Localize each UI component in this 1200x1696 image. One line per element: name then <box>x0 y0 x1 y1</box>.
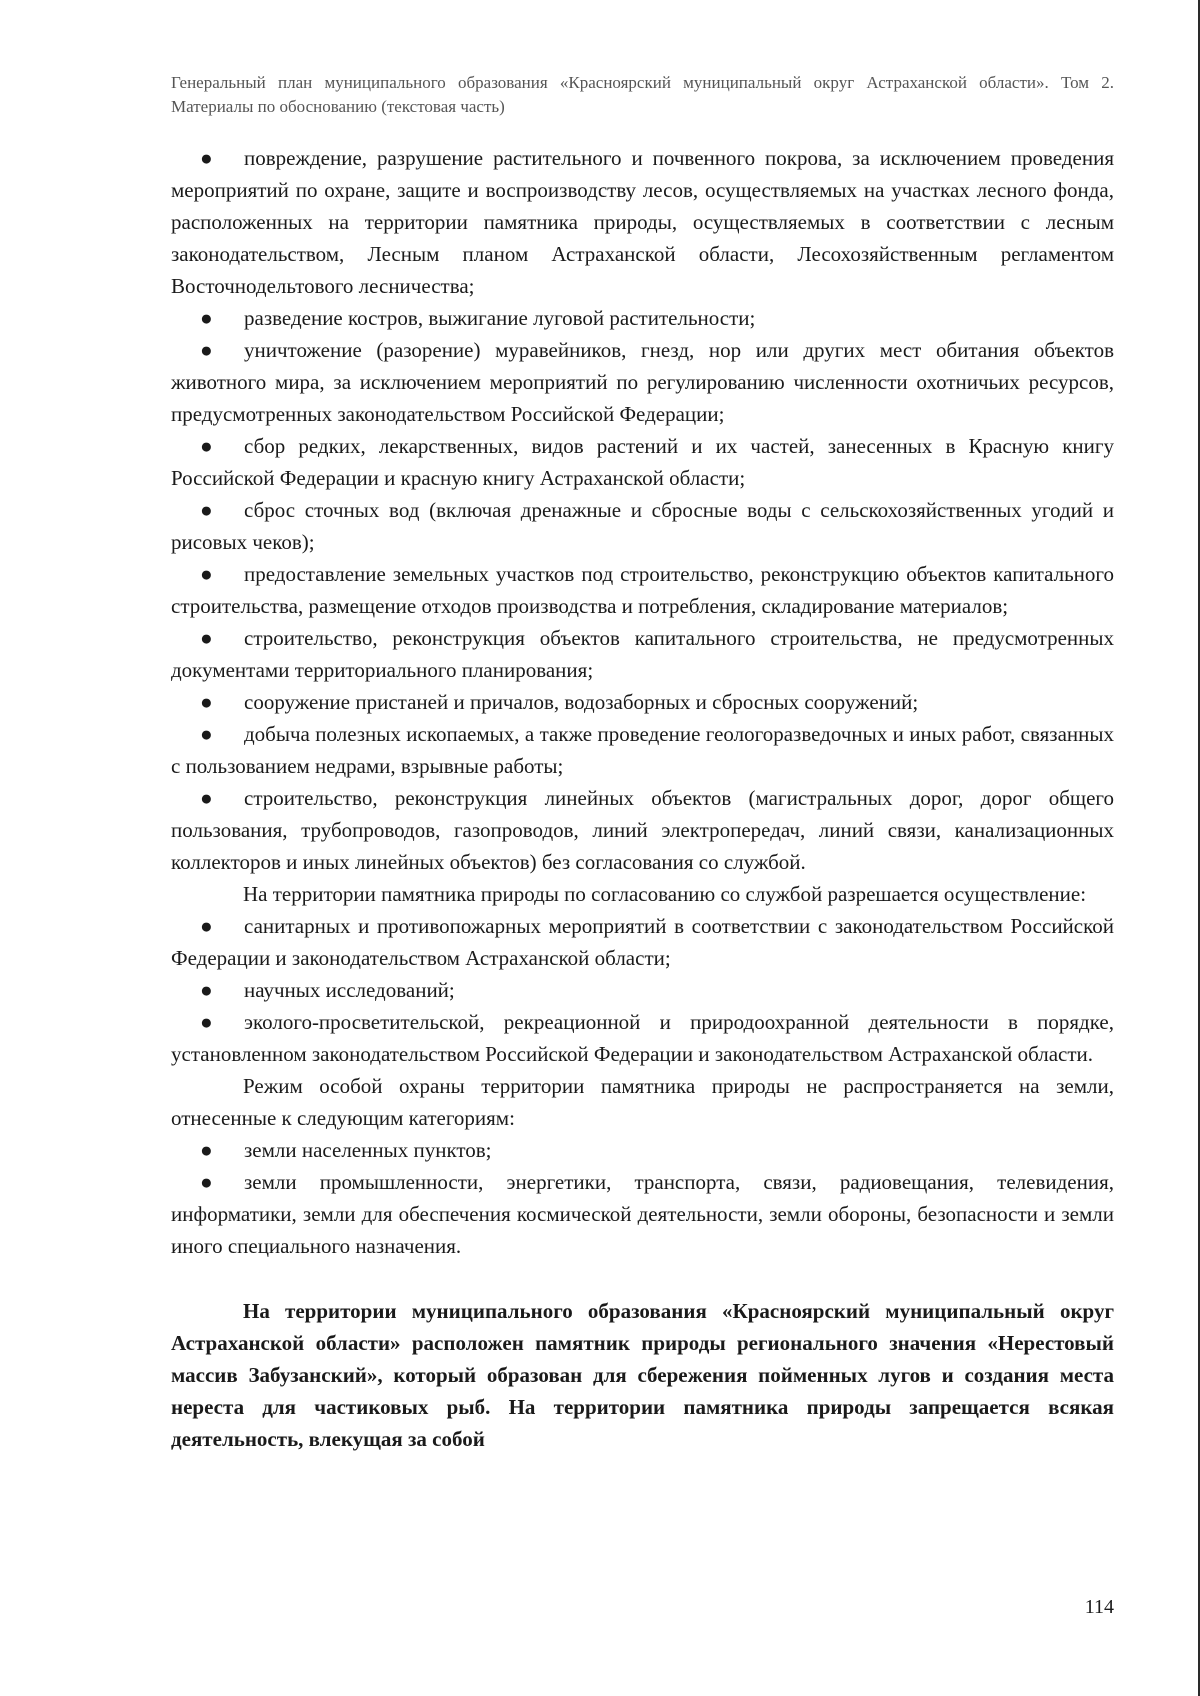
list-item-text: сбор редких, лекарственных, видов растений и их частей, занесенных в Красную книгу Российской Федерации и красную книгу Астраханской области; <box>171 434 1114 490</box>
document-body <box>171 142 1114 1455</box>
list-item-text: строительство, реконструкция объектов капитального строительства, не предусмотренных документами территориального планирования; <box>171 626 1114 682</box>
bullet-icon: ● <box>200 786 213 810</box>
bullet-icon: ● <box>200 146 213 170</box>
list-item-text: сооружение пристаней и причалов, водозаборных и сбросных сооружений; <box>244 690 919 714</box>
nature-monument-paragraph: На территории муниципального образования «Красноярский муниципальный округ Астраханской области» расположен памятник природы регионального значения «Нерестовый массив Забузанский», который образован для сбережения пойменных лугов и создания места нереста для частиковых рыб. На территории памятника природы запрещается всякая деятельность, влекущая за собой <box>171 1299 1114 1451</box>
bullet-icon: ● <box>200 914 213 938</box>
list-item-text: земли промышленности, энергетики, транспорта, связи, радиовещания, телевидения, информатики, земли для обеспечения космической деятельности, земли обороны, безопасности и земли иного специального назначения. <box>171 1170 1114 1258</box>
bullet-icon: ● <box>200 1138 213 1162</box>
list-item-text: разведение костров, выжигание луговой растительности; <box>244 306 756 330</box>
list-item <box>171 910 1114 974</box>
permitted-activities-list <box>171 910 1114 1070</box>
permitted-activities-intro: На территории памятника природы по согласованию со службой разрешается осуществление: <box>243 882 1087 906</box>
list-item <box>171 686 1114 718</box>
bullet-icon: ● <box>200 306 213 330</box>
list-item-text: сброс сточных вод (включая дренажные и сбросные воды с сельскохозяйственных угодий и рисовых чеков); <box>171 498 1114 554</box>
bullet-icon: ● <box>200 690 213 714</box>
list-item <box>171 1134 1114 1166</box>
list-item <box>171 718 1114 782</box>
list-item <box>171 1166 1114 1262</box>
list-item-text: научных исследований; <box>244 978 455 1002</box>
list-item <box>171 782 1114 878</box>
bullet-icon: ● <box>200 1170 213 1194</box>
land-categories-list <box>171 1134 1114 1262</box>
bullet-icon: ● <box>200 338 213 362</box>
list-item-text: эколого-просветительской, рекреационной и природоохранной деятельности в порядке, установленном законодательством Российской Федерации и законодательством Астраханской области. <box>171 1010 1114 1066</box>
list-item-text: добыча полезных ископаемых, а также проведение геологоразведочных и иных работ, связанных с пользованием недрами, взрывные работы; <box>171 722 1114 778</box>
list-item-text: уничтожение (разорение) муравейников, гнезд, нор или других мест обитания объектов животного мира, за исключением мероприятий по регулированию численности охотничьих ресурсов, предусмотренных законодательством Российской Федерации; <box>171 338 1114 426</box>
document-page <box>171 0 1114 1696</box>
bullet-icon: ● <box>200 1010 213 1034</box>
list-item <box>171 622 1114 686</box>
bullet-icon: ● <box>200 722 213 746</box>
list-item-text: земли населенных пунктов; <box>244 1138 492 1162</box>
bullet-icon: ● <box>200 626 213 650</box>
list-item <box>171 142 1114 302</box>
list-item <box>171 430 1114 494</box>
list-item <box>171 494 1114 558</box>
bullet-icon: ● <box>200 978 213 1002</box>
list-item-text: повреждение, разрушение растительного и почвенного покрова, за исключением проведения мероприятий по охране, защите и воспроизводству лесов, осуществляемых на участках лесного фонда, расположенных на территории памятника природы, осуществляемых в соответствии с лесным законодательством, Лесным планом Астраханской области, Лесохозяйственным регламентом Восточнодельтового лесничества; <box>171 146 1114 298</box>
bullet-icon: ● <box>200 562 213 586</box>
list-item <box>171 334 1114 430</box>
page-number: 114 <box>1084 1596 1114 1618</box>
prohibited-activities-list <box>171 142 1114 878</box>
list-item <box>171 558 1114 622</box>
bullet-icon: ● <box>200 498 213 522</box>
list-item <box>171 1006 1114 1070</box>
list-item <box>171 302 1114 334</box>
running-header: Генеральный план муниципального образования «Красноярский муниципальный округ Астраханской области». Том 2. Материалы по обоснованию (текстовая часть) <box>171 73 1114 116</box>
list-item-text: санитарных и противопожарных мероприятий в соответствии с законодательством Российской Федерации и законодательством Астраханской области; <box>171 914 1114 970</box>
list-item-text: строительство, реконструкция линейных объектов (магистральных дорог, дорог общего пользования, трубопроводов, газопроводов, линий электропередач, линий связи, канализационных коллекторов и иных линейных объектов) без согласования со службой. <box>171 786 1114 874</box>
list-item <box>171 974 1114 1006</box>
list-item-text: предоставление земельных участков под строительство, реконструкцию объектов капитального строительства, размещение отходов производства и потребления, складирование материалов; <box>171 562 1114 618</box>
bullet-icon: ● <box>200 434 213 458</box>
protection-regime-intro: Режим особой охраны территории памятника природы не распространяется на земли, отнесенные к следующим категориям: <box>171 1074 1114 1130</box>
